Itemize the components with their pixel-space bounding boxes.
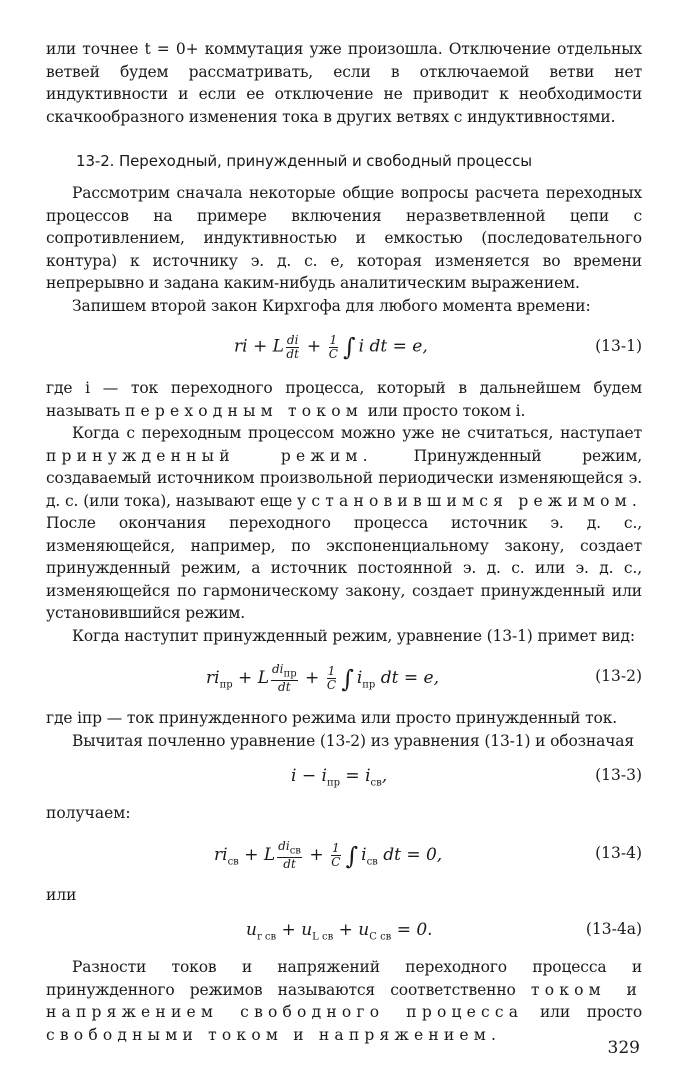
paragraph-3: где i — ток переходного процесса, который в дальнейшем будем называть переходным током или просто током i.	[46, 379, 642, 420]
equation-13-1: ri + L $\frac{di}{dt}$ + $\frac{1}{C}$ ∫ i dt = e, (13-1)	[234, 332, 642, 361]
equation-13-4: $ri_{св} + L$ $\frac{di_{св}}{dt}$ + $\frac{1}{C}$ ∫ $i_{св}$ dt = 0, (13-4)	[214, 839, 642, 872]
equation-13-2: $ri_{пр} + L$ $\frac{di_{пр}}{dt}$ + $\frac{1}{C}$ ∫ $i_{пр}$ dt = e, (13-2)	[206, 662, 642, 695]
paragraph-6: где iпр — ток принужденного режима или просто принужденный ток.	[46, 709, 618, 727]
equation-number: (13-3)	[595, 766, 642, 784]
label-or: или	[46, 886, 77, 904]
equation-number: (13-4)	[595, 844, 642, 862]
paragraph-4: Когда с переходным процессом можно уже не считаться, наступает принужденный режим. Принужденный режим, создаваемый источником произвольной периодически изменяющейся э. д. с. (или тока), называют еще установившимся режимом. После окончания переходного процесса источник э. д. с., изменяющейся, например, по экспоненциальному закону, создает принужденный режим, а источник постоянной э. д. с. или э. д. с., изменяющейся по гармоническому закону, создает принужденный или установившийся режим.	[46, 424, 643, 622]
paragraph-8: Разности токов и напряжений переходного процесса и принужденного режимов называются соответственно током и напряжением свободного процесса или просто свободными током и напряжением.	[46, 958, 643, 1044]
section-heading: 13-2. Переходный, принужденный и свободный процессы	[76, 152, 532, 170]
intro-paragraph: или точнее t = 0+ коммутация уже произошла. Отключение отдельных ветвей будем рассматривать, если в отключаемой ветви нет индуктивности и если ее отключение не приводит к необходимости скачкообразного изменения тока в других ветвях с индуктивностями.	[46, 40, 642, 126]
paragraph-1: Рассмотрим сначала некоторые общие вопросы расчета переходных процессов на примере включения неразветвленной цепи с сопротивлением, индуктивностью и емкостью (последовательного контура) к источнику э. д. с. e, которая изменяется во времени непрерывно и задана каким-нибудь аналитическим выражением.	[46, 184, 642, 292]
equation-number: (13-1)	[595, 337, 642, 355]
page-content	[46, 38, 642, 1046]
label-get: получаем:	[46, 804, 131, 822]
equation-number: (13-2)	[595, 667, 642, 685]
equation-number: (13-4a)	[585, 920, 642, 938]
paragraph-5: Когда наступит принужденный режим, уравнение (13-1) примет вид:	[72, 626, 635, 645]
page-number: 329	[607, 1038, 640, 1058]
paragraph-7: Вычитая почленно уравнение (13-2) из уравнения (13-1) и обозначая	[72, 731, 635, 750]
paragraph-2: Запишем второй закон Кирхгофа для любого момента времени:	[72, 296, 591, 315]
equation-13-3: $i - i_{пр} = i_{св}$, (13-3)	[291, 766, 642, 789]
equation-13-4a: $u_{r св} + u_{L св} + u_{C св} = 0$. (13-4a)	[246, 920, 642, 943]
